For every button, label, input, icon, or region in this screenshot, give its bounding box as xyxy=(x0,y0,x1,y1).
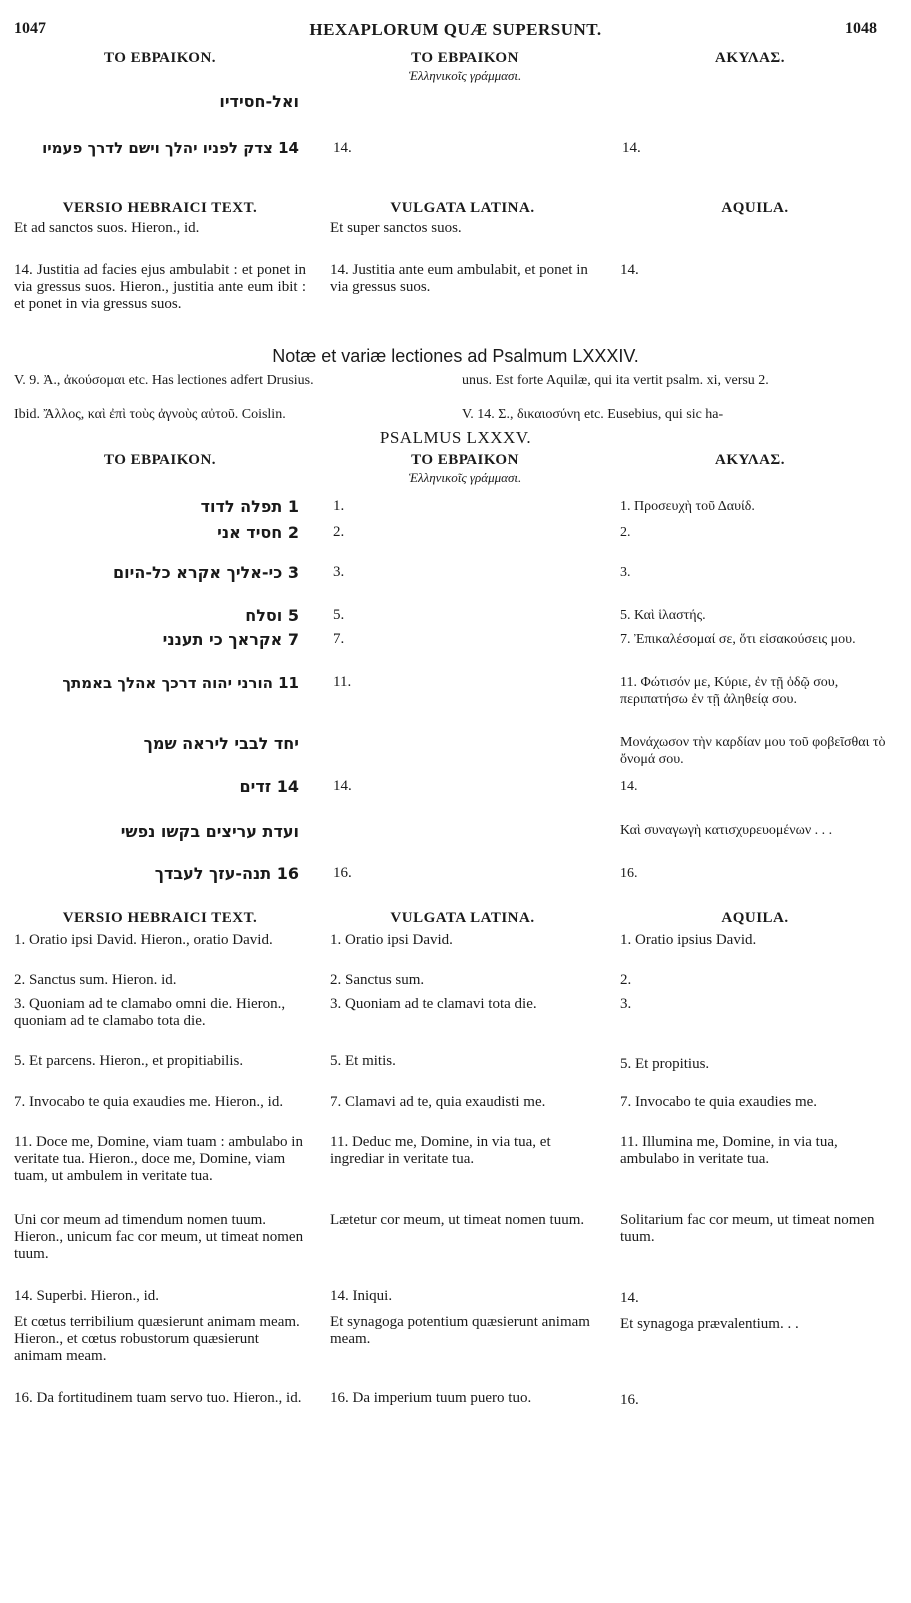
aquila-text: 5. Et propitius. xyxy=(620,1056,710,1072)
verse-number: 7. xyxy=(333,631,345,647)
aquila-text: 2. xyxy=(620,972,632,988)
aquila-text: 14. xyxy=(620,262,639,278)
vulgata-text: 2. Sanctus sum. xyxy=(330,972,425,988)
vulgata-text: Et super sanctos suos. xyxy=(330,220,462,236)
hebrew-verse: 2 חסיד אני xyxy=(217,523,299,542)
page-number-left: 1047 xyxy=(14,20,46,37)
page-number-right: 1048 xyxy=(845,20,877,37)
col-header-vulgata: VULGATA LATINA. xyxy=(390,200,535,216)
col-subheader-greek-letters: Ἑλληνικοῖς γράμμασι. xyxy=(408,68,522,83)
versio-text: Et ad sanctos suos. Hieron., id. xyxy=(14,220,200,236)
versio-text: 11. Doce me, Domine, viam tuam : ambulabo in veritate tua. Hieron., doce me, Domine, viam tuam, ut ambulem in veritate tua. xyxy=(14,1134,303,1184)
vulgata-text: 14. Justitia ante eum ambulabit, et ponet in via gressus suos. xyxy=(330,262,588,295)
aquila-greek: 3. xyxy=(620,565,631,580)
col-header-vulgata: VULGATA LATINA. xyxy=(390,910,535,926)
notes-title: Notæ et variæ lectiones ad Psalmum LXXXIV. xyxy=(272,346,639,366)
hebrew-verse: יחד לבבי ליראה שמך xyxy=(143,734,299,753)
note-right-2: V. 14. Σ., δικαιοσύνη etc. Eusebius, qui sic ha- xyxy=(462,407,724,422)
vulgata-text: 3. Quoniam ad te clamavi tota die. xyxy=(330,996,537,1012)
col-header-versio: VERSIO HEBRAICI TEXT. xyxy=(62,200,258,216)
aquila-text: 14. xyxy=(620,1290,639,1306)
verse-number: 2. xyxy=(333,524,345,540)
aquila-greek: Μονάχωσον τὴν καρδίαν μου τοῦ φοβεῖσθαι τὸ ὄνομά σου. xyxy=(620,735,886,767)
hebrew-verse-14: 14 צדק לפניו יהלך וישם לדרך פעמיו xyxy=(42,139,299,157)
aquila-text: 7. Invocabo te quia exaudies me. xyxy=(620,1094,818,1110)
vulgata-text: 7. Clamavi ad te, quia exaudisti me. xyxy=(330,1094,546,1110)
verse-number: 5. xyxy=(333,607,345,623)
col-header-aquila: ΑΚΥΛΑΣ. xyxy=(715,50,785,66)
aquila-text: 1. Oratio ipsius David. xyxy=(620,932,757,948)
verse-number: 14. xyxy=(333,140,352,156)
verse-number: 11. xyxy=(333,674,352,690)
note-left-2: Ibid. Ἄλλος, καὶ ἐπὶ τοὺς ἀγνοὺς αὐτοῦ. Coislin. xyxy=(14,407,286,422)
aquila-greek: 7. Ἐπικαλέσομαί σε, ὅτι εἰσακούσεις μου. xyxy=(620,632,856,647)
col-header-hebrew: ΤΟ ΕΒΡΑΙΚΟΝ. xyxy=(103,50,217,66)
hebrew-verse: 3 כי-אליך אקרא כל-היום xyxy=(113,563,299,582)
versio-text: Uni cor meum ad timendum nomen tuum. Hieron., unicum fac cor meum, ut timeat nomen tuum. xyxy=(14,1212,304,1262)
col-subheader-greek-letters: Ἑλληνικοῖς γράμμασι. xyxy=(408,470,522,485)
hebrew-verse: 7 אקראך כי תענני xyxy=(162,630,299,649)
col-header-aquila: ΑΚΥΛΑΣ. xyxy=(715,452,785,468)
hebrew-verse: 14 זדים xyxy=(239,777,299,796)
hebrew-line: ואל-חסידיו xyxy=(219,92,299,111)
aquila-greek: 2. xyxy=(620,525,631,540)
aquila-text: 11. Illumina me, Domine, in via tua, ambulabo in veritate tua. xyxy=(620,1134,838,1167)
verse-number: 14. xyxy=(622,140,641,156)
aquila-greek: 5. Καὶ ἱλαστής. xyxy=(620,608,706,623)
verse-number: 3. xyxy=(333,564,345,580)
col-header-hebrew: ΤΟ ΕΒΡΑΙΚΟΝ. xyxy=(103,452,217,468)
verse-number: 1. xyxy=(333,498,345,514)
aquila-greek: 1. Προσευχὴ τοῦ Δαυίδ. xyxy=(620,499,755,514)
versio-text: Et cœtus terribilium quæsierunt animam meam. Hieron., et cœtus robustorum quæsierunt animam meam. xyxy=(14,1314,300,1364)
col-header-aquila: AQUILA. xyxy=(721,200,789,216)
aquila-greek: 11. Φώτισόν με, Κύριε, ἐν τῇ ὁδῷ σου, περιπατήσω ἐν τῇ ἀληθείᾳ σου. xyxy=(620,675,839,707)
hebrew-verse: 1 תפלה לדוד xyxy=(200,497,299,516)
hebrew-verse: 11 הורני יהוה דרכך אהלך באמתך xyxy=(62,674,299,692)
note-left: V. 9. Ἀ., ἀκούσομαι etc. Has lectiones adfert Drusius. xyxy=(14,373,314,388)
vulgata-text: 11. Deduc me, Domine, in via tua, et ingrediar in veritate tua. xyxy=(330,1134,551,1167)
vulgata-text: 5. Et mitis. xyxy=(330,1053,396,1069)
aquila-greek: 16. xyxy=(620,866,638,881)
verse-number: 16. xyxy=(333,865,352,881)
versio-text: 14. Justitia ad facies ejus ambulabit : et ponet in via gressus suos. Hieron., justitia ante eum ibit : et ponet in via gressus suos. xyxy=(14,262,306,312)
vulgata-text: Et synagoga potentium quæsierunt animam meam. xyxy=(330,1314,590,1347)
versio-text: 5. Et parcens. Hieron., et propitiabilis. xyxy=(14,1053,244,1069)
versio-text: 16. Da fortitudinem tuam servo tuo. Hieron., id. xyxy=(14,1390,302,1406)
hebrew-verse: 5 וסלח xyxy=(245,606,299,625)
versio-text: 1. Oratio ipsi David. Hieron., oratio David. xyxy=(14,932,273,948)
col-header-aquila: AQUILA. xyxy=(721,910,789,926)
vulgata-text: 16. Da imperium tuum puero tuo. xyxy=(330,1390,532,1406)
versio-text: 2. Sanctus sum. Hieron. id. xyxy=(14,972,177,988)
aquila-text: Et synagoga prævalentium. . . xyxy=(620,1316,799,1332)
hebrew-verse: 16 תנה-עזך לעבדך xyxy=(154,864,299,883)
running-title: HEXAPLORUM QUÆ SUPERSUNT. xyxy=(309,20,602,39)
hebrew-verse: ועדת עריצים בקשו נפשי xyxy=(120,822,299,841)
note-right: unus. Est forte Aquilæ, qui ita vertit psalm. xi, versu 2. xyxy=(462,373,769,388)
col-header-hebrew-greek: ΤΟ ΕΒΡΑΙΚΟΝ xyxy=(411,50,519,66)
aquila-text: 3. xyxy=(620,996,632,1012)
vulgata-text: 1. Oratio ipsi David. xyxy=(330,932,453,948)
aquila-text: 16. xyxy=(620,1392,639,1408)
vulgata-text: 14. Iniqui. xyxy=(330,1288,393,1304)
versio-text: 14. Superbi. Hieron., id. xyxy=(14,1288,159,1304)
versio-text: 3. Quoniam ad te clamabo omni die. Hieron., quoniam ad te clamabo tota die. xyxy=(14,996,286,1029)
aquila-greek: 14. xyxy=(620,779,638,794)
aquila-text: Solitarium fac cor meum, ut timeat nomen tuum. xyxy=(620,1212,875,1245)
vulgata-text: Lætetur cor meum, ut timeat nomen tuum. xyxy=(330,1212,585,1228)
col-header-hebrew-greek: ΤΟ ΕΒΡΑΙΚΟΝ xyxy=(411,452,519,468)
versio-text: 7. Invocabo te quia exaudies me. Hieron., id. xyxy=(14,1094,284,1110)
psalm-title: PSALMUS LXXXV. xyxy=(379,428,532,447)
col-header-versio: VERSIO HEBRAICI TEXT. xyxy=(62,910,258,926)
verse-number: 14. xyxy=(333,778,352,794)
aquila-greek: Καὶ συναγωγὴ κατισχυρευομένων . . . xyxy=(620,823,833,838)
